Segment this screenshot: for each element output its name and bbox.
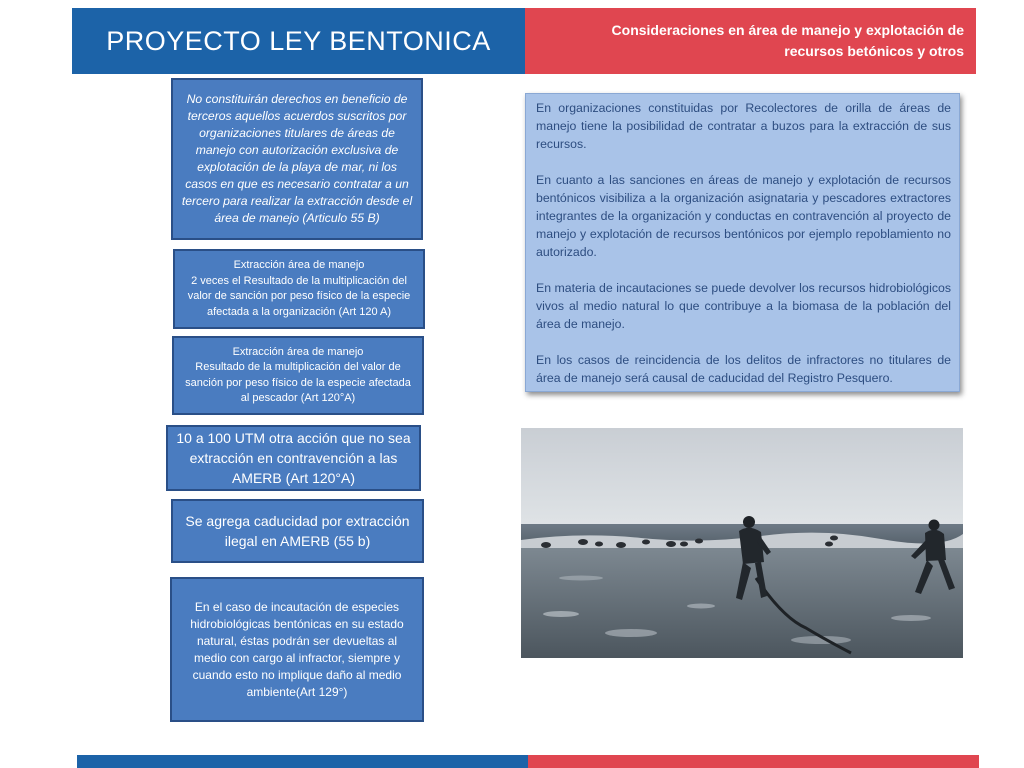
- panel-paragraph: En organizaciones constituidas por Recolectores de orilla de áreas de manejo tiene la posibilidad de contratar a buzos para la extracción de sus recursos.: [536, 101, 951, 151]
- info-box-text: 10 a 100 UTM otra acción que no sea extracción en contravención a las AMERB (Art 120°A): [176, 430, 411, 486]
- info-box-multa-utm: [166, 425, 421, 491]
- page-title: PROYECTO LEY BENTONICA: [106, 25, 491, 56]
- footer-bar-blue: [77, 755, 528, 768]
- info-box-text: Extracción área de manejo 2 veces el Resultado de la multiplicación del valor de sanción por peso físico de la especie afectada a la organización (Art 120 A): [187, 259, 411, 318]
- beach-photo-illustration: [521, 428, 963, 658]
- page-subtitle: Consideraciones en área de manejo y explotación de recursos betónicos y otros: [611, 22, 964, 59]
- beach-fishermen-photo: [521, 428, 963, 658]
- panel-paragraph: En materia de incautaciones se puede devolver los recursos hidrobiológicos vivos al medio natural lo que contribuye a la biomasa de la población del área de manejo.: [536, 281, 951, 331]
- info-box-incautacion: [170, 577, 424, 722]
- info-box-text: En el caso de incautación de especies hidrobiológicas bentónicas en su estado natural, éstas podrán ser devueltas al medio con cargo al infractor, siempre y cuando esto no implique daño al medio ambiente(Art 129°): [190, 599, 404, 699]
- info-box-sancion-pescador: [172, 336, 424, 415]
- considerations-text-panel: [525, 93, 960, 392]
- info-box-text: No constituirán derechos en beneficio de terceros aquellos acuerdos suscritos por organizaciones titulares de áreas de manejo con autorización exclusiva de explotación de la playa de mar, ni los casos en que es necesario contratar a un tercero para realizar la extracción desde el área de manejo (Articulo 55 B): [181, 92, 413, 225]
- footer-bar-red: [528, 755, 979, 768]
- panel-paragraph: En cuanto a las sanciones en áreas de manejo y explotación de recursos bentónicos visibiliza a la organización asignataria y pescadores extractores integrantes de la organización y conductas en contravención al proyecto de manejo y explotación de recursos bentónicos por ejemplo repoblamiento no autorizado.: [536, 173, 951, 259]
- info-box-caducidad: [171, 499, 424, 563]
- header-title-bar: [72, 8, 525, 74]
- header-subtitle-bar: [525, 8, 976, 74]
- info-box-text: Extracción área de manejo Resultado de la multiplicación del valor de sanción por peso físico de la especie afectada al pescador (Art 120°A): [185, 345, 411, 404]
- info-box-sancion-organizacion: [173, 249, 425, 329]
- info-box-text: Se agrega caducidad por extracción ilegal en AMERB (55 b): [185, 513, 410, 549]
- info-box-derechos-terceros: [171, 78, 423, 240]
- panel-paragraph: En los casos de reincidencia de los delitos de infractores no titulares de área de manejo será causal de caducidad del Registro Pesquero.: [536, 353, 951, 385]
